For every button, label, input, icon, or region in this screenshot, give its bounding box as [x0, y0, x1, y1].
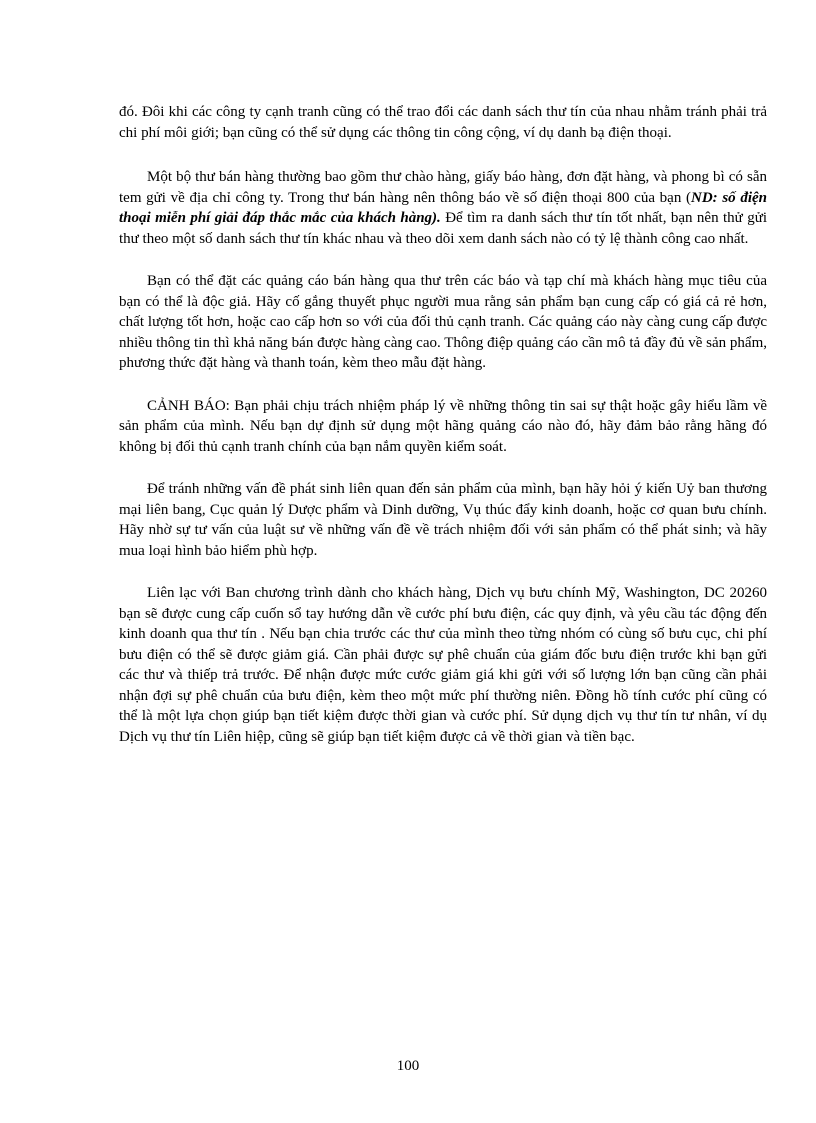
paragraph-2-text-after: Để tìm ra danh sách thư tín tốt nhất, bạn nên thử gửi thư theo một số danh sách thư tín khác nhau và theo dõi xem danh sách nào có tỷ lệ thành công cao nhất. — [119, 210, 767, 247]
body-text — [119, 102, 767, 769]
paragraph-2-text-before: Một bộ thư bán hàng thường bao gồm thư chào hàng, giấy báo hàng, đơn đặt hàng, và phong bì có sẵn tem gửi về địa chỉ công ty. Trong thư bán hàng nên thông báo về số điện thoại 800 của bạn ( — [119, 169, 767, 206]
paragraph-2 — [119, 167, 767, 249]
paragraph-6: Liên lạc với Ban chương trình dành cho khách hàng, Dịch vụ bưu chính Mỹ, Washington, DC 20260 bạn sẽ được cung cấp cuốn sổ tay hướng dẫn về cước phí bưu điện, các quy định, và yêu cầu tác động đến kinh doanh qua thư tín . Nếu bạn chia trước các thư của mình theo từng nhóm có cùng số bưu cục, chi phí bưu điện có thể sẽ được giảm giá. Cần phải được sự phê chuẩn của giám đốc bưu điện trước khi bạn gửi các thư và thiếp trả trước. Để nhận được mức cước giảm giá khi gửi với số lượng lớn bạn cũng cần phải nhận đợi sự phê chuẩn của bưu điện, kèm theo một mức phí thường niên. Đồng hồ tính cước phí cũng có thể là một lựa chọn giúp bạn tiết kiệm được thời gian và cước phí. Sử dụng dịch vụ thư tín tư nhân, ví dụ Dịch vụ thư tín Liên hiệp, cũng sẽ giúp bạn tiết kiệm được cả về thời gian và tiền bạc. — [119, 585, 767, 745]
paragraph-3: Bạn có thể đặt các quảng cáo bán hàng qua thư trên các báo và tạp chí mà khách hàng mục tiêu của bạn có thể là độc giả. Hãy cố gắng thuyết phục người mua rằng sản phẩm bạn cung cấp có giá cả rẻ hơn, chất lượng tốt hơn, hoặc cao cấp hơn so với của đối thủ cạnh tranh. Các quảng cáo này càng cung cấp được nhiều thông tin thì khả năng bán được hàng càng cao. Thông điệp quảng cáo cần mô tả đầy đủ về sản phẩm, phương thức đặt hàng và thanh toán, kèm theo mẫu đặt hàng. — [119, 273, 767, 371]
paragraph-warning: CẢNH BÁO: Bạn phải chịu trách nhiệm pháp lý về những thông tin sai sự thật hoặc gây hiểu lầm về sản phẩm của mình. Nếu bạn dự định sử dụng một hãng quảng cáo nào đó, hãy đảm bảo rằng hãng đó không bị đối thủ cạnh tranh chính của bạn nắm quyền kiểm soát. — [119, 397, 767, 455]
paragraph-2-translator-note: ND: số điện thoại miễn phí giải đáp thắc mắc của khách hàng). — [119, 189, 768, 226]
paragraph-1: đó. Đôi khi các công ty cạnh tranh cũng có thể trao đổi các danh sách thư tín của nhau nhằm tránh phải trả chi phí môi giới; bạn cũng có thể sử dụng các thông tin công cộng, ví dụ danh bạ điện thoại. — [119, 104, 767, 141]
paragraph-5: Để tránh những vấn đề phát sinh liên quan đến sản phẩm của mình, bạn hãy hỏi ý kiến Uỷ ban thương mại liên bang, Cục quản lý Dược phẩm và Dinh dưỡng, Vụ thúc đẩy kinh doanh, hoặc cơ quan bưu chính. Hãy nhờ sự tư vấn của luật sư về những vấn đề về trách nhiệm đối với sản phẩm có thể phát sinh; và hãy mua loại hình bảo hiểm phù hợp. — [119, 481, 767, 559]
page-number: 100 — [396, 1058, 420, 1074]
